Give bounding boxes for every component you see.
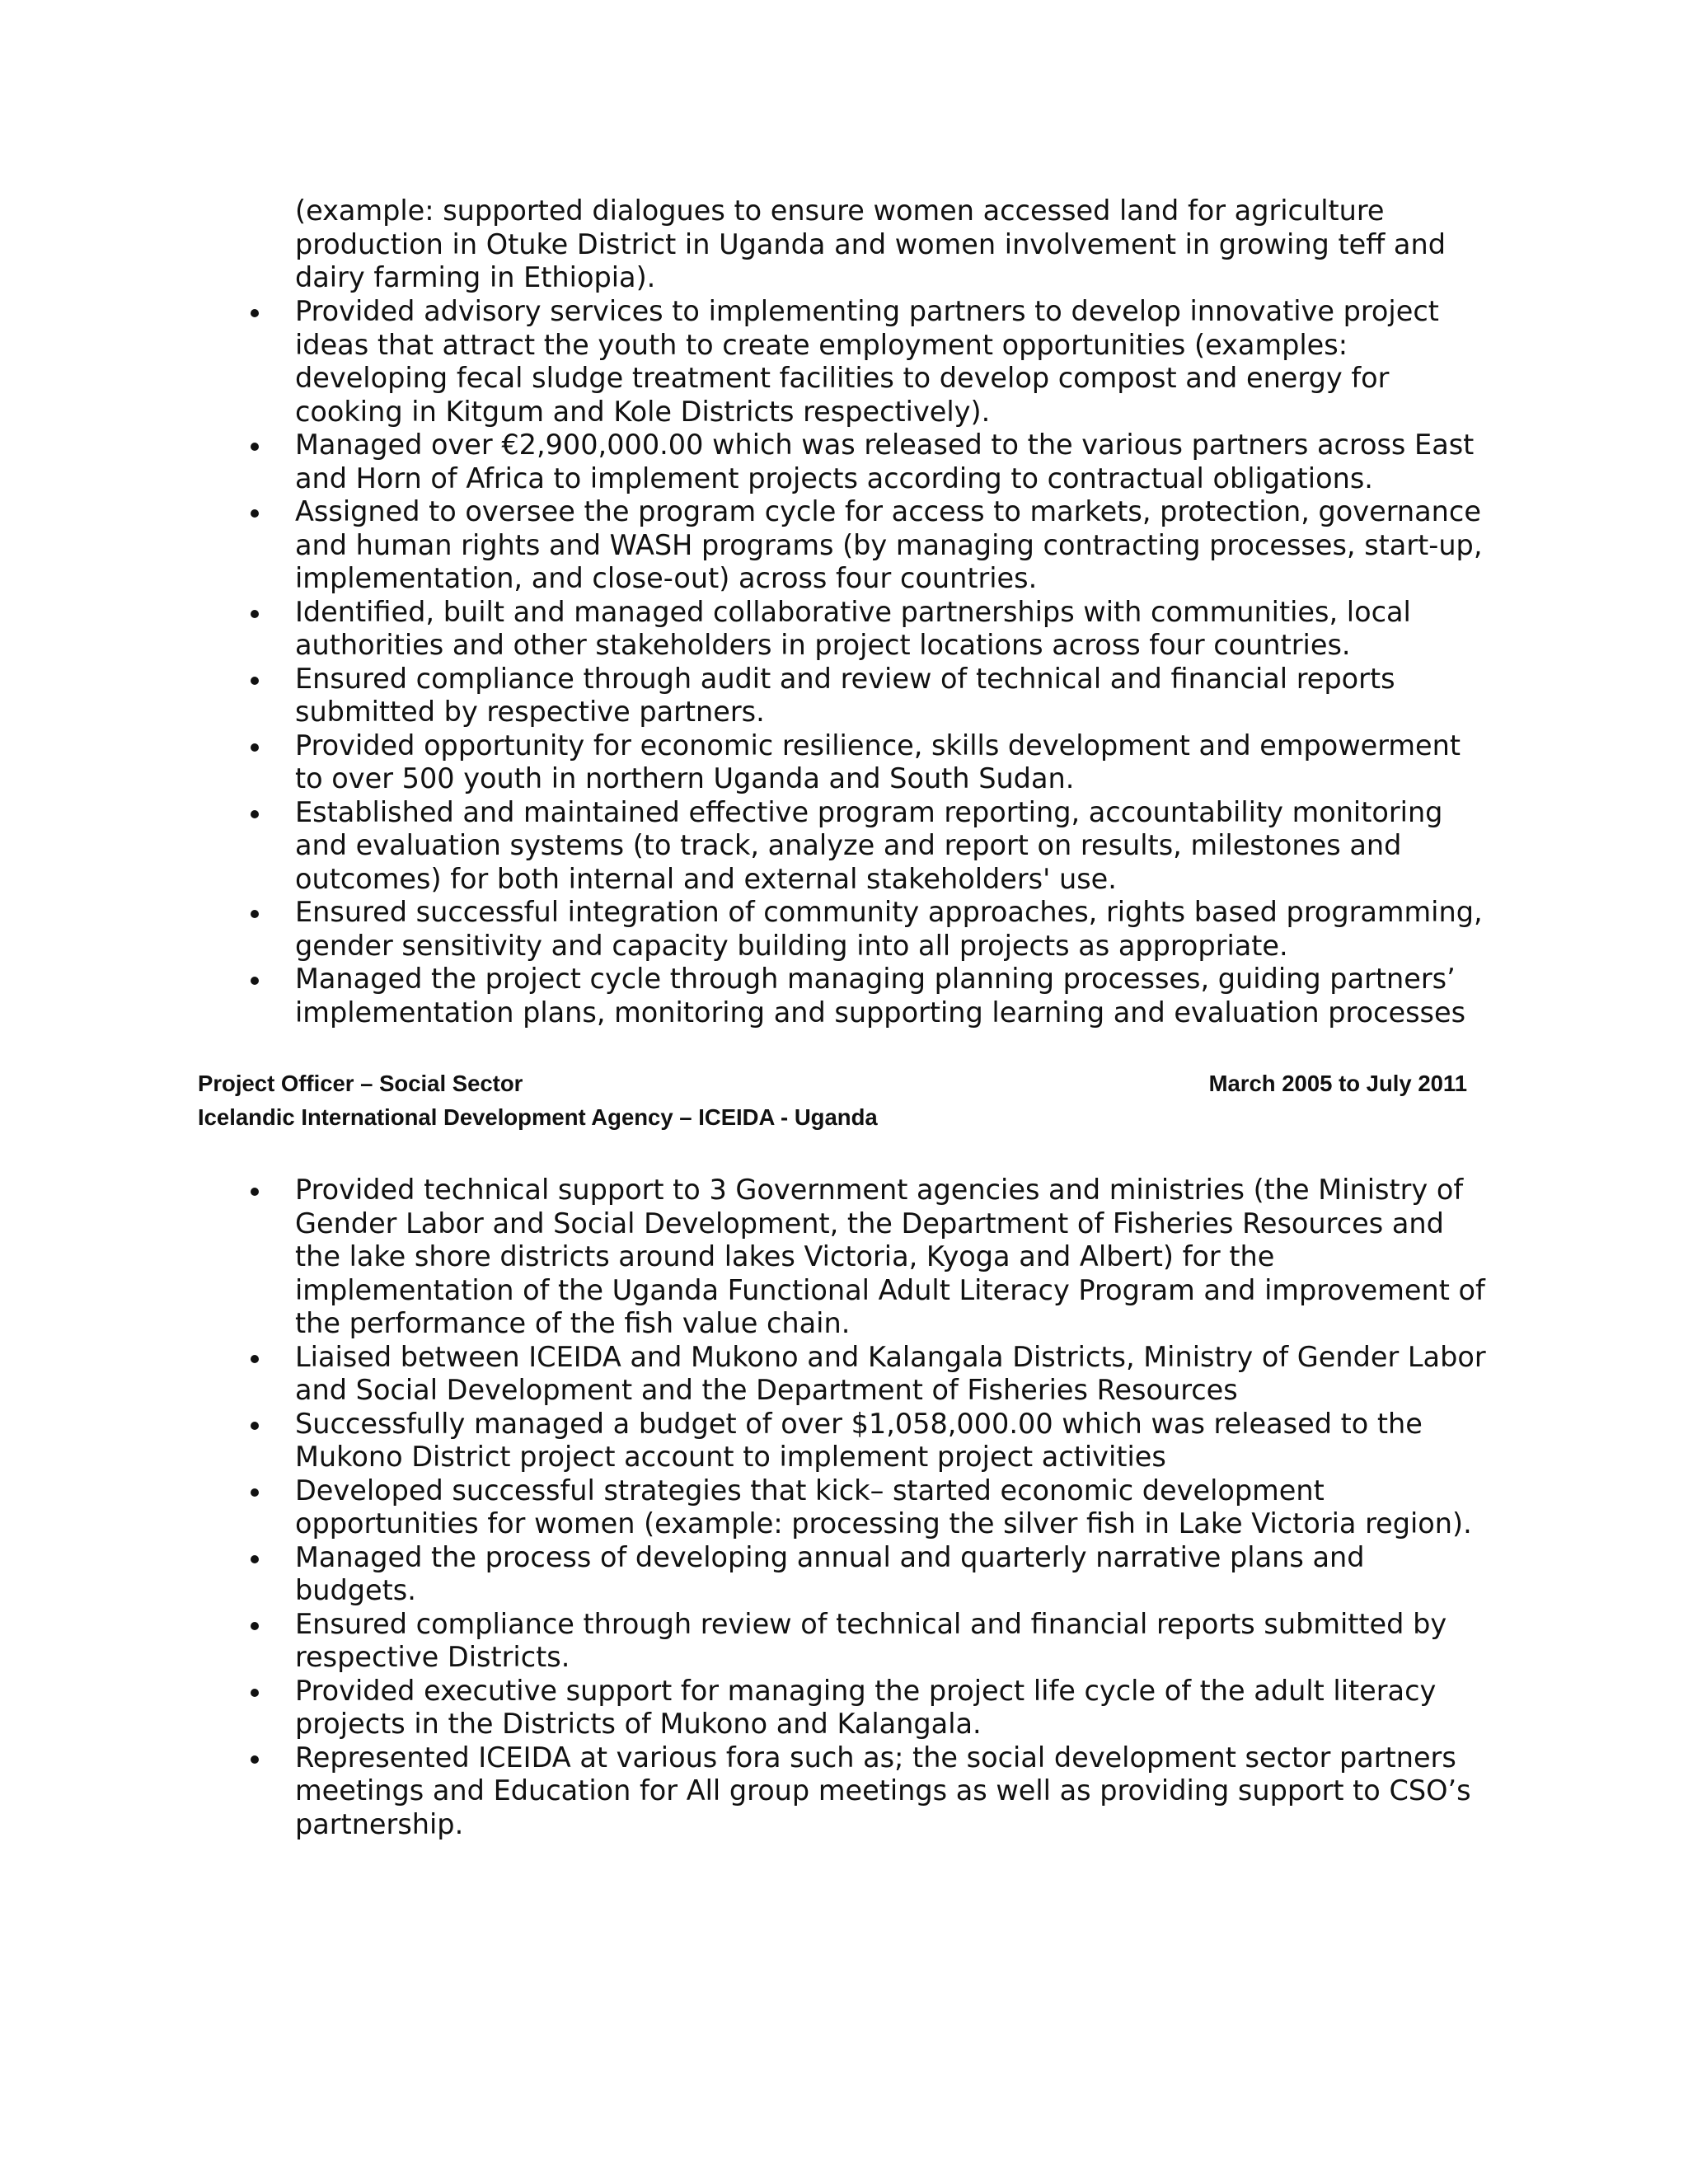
bullet-icon [251, 309, 259, 317]
list-item-text: Represented ICEIDA at various fora such as; the social development sector partners meetings and Education for All group meetings as well as providing support to CSO’s partnership. [295, 1741, 1471, 1840]
list-item [295, 1541, 1486, 1608]
bullet-icon [251, 1689, 259, 1697]
bullet-icon [251, 1555, 259, 1563]
list-item [295, 1608, 1486, 1675]
bullet-icon [251, 509, 259, 518]
list-item [295, 1174, 1486, 1341]
list-item-text: Identified, built and managed collaborative partnerships with communities, local authorities and other stakeholders in project locations across four countries. [295, 595, 1411, 661]
list-item [295, 295, 1486, 429]
list-item-text: Liaised between ICEIDA and Mukono and Kalangala Districts, Ministry of Gender Labor and Social Development and the Department of Fisheries Resources [295, 1340, 1486, 1406]
list-item-text: Managed the process of developing annual and quarterly narrative plans and budgets. [295, 1540, 1365, 1606]
list-item [295, 429, 1486, 495]
bullet-icon [251, 910, 259, 918]
list-item-text: Ensured successful integration of community approaches, rights based programming, gender sensitivity and capacity building into all projects as appropriate. [295, 896, 1483, 962]
list-item [295, 1741, 1486, 1842]
job-title: Project Officer – Social Sector [198, 1071, 523, 1096]
organization-name: Icelandic International Development Agency – ICEIDA - Uganda [198, 1104, 878, 1130]
organization-line [198, 1101, 1467, 1134]
list-item [295, 1474, 1486, 1541]
job-dates: March 2005 to July 2011 [1208, 1071, 1467, 1096]
list-item-text: Developed successful strategies that kick– started economic development opportunities for women (example: processing the silver fish in Lake Victoria region). [295, 1474, 1472, 1540]
bullet-icon [251, 977, 259, 985]
list-item-text: Successfully managed a budget of over $1,058,000.00 which was released to the Mukono District project account to implement project activities [295, 1407, 1423, 1473]
list-item [295, 963, 1486, 1029]
list-item [295, 495, 1486, 596]
list-item-text: Ensured compliance through review of technical and financial reports submitted by respective Districts. [295, 1607, 1447, 1673]
bullet-icon [251, 1488, 259, 1497]
continuation-paragraph: (example: supported dialogues to ensure women accessed land for agriculture production in Otuke District in Uganda and women involvement in growing teff and dairy farming in Ethiopia). [295, 194, 1446, 293]
list-item [295, 796, 1486, 897]
list-item-text: Provided technical support to 3 Government agencies and ministries (the Ministry of Gender Labor and Social Development, the Department of Fisheries Resources and the lake shore districts around lakes Victoria, Kyoga and Albert) for the implementation of the Uganda Functional Adult Literacy Program and improvement of the performance of the fish value chain. [295, 1174, 1485, 1339]
list-item [295, 596, 1486, 663]
list-item [295, 1675, 1486, 1741]
list-item-text: Ensured compliance through audit and review of technical and financial reports submitted by respective partners. [295, 662, 1395, 728]
bullet-icon [251, 443, 259, 451]
bullet-icon [251, 1355, 259, 1363]
responsibilities-list-1 [295, 295, 1486, 1029]
list-item-text: Provided advisory services to implementing partners to develop innovative project ideas that attract the youth to create employment opportunities (examples: developing fecal sludge treatment facilities to develop compost and energy for cooking in Kitgum and Kole Districts respectively). [295, 295, 1439, 428]
list-item [295, 729, 1486, 796]
bullet-icon [251, 1188, 259, 1196]
list-item [295, 663, 1486, 729]
list-item-text: Provided opportunity for economic resilience, skills development and empowerment to over 500 youth in northern Uganda and South Sudan. [295, 729, 1461, 794]
bullet-icon [251, 610, 259, 618]
list-item [295, 1408, 1486, 1474]
bullet-icon [251, 1422, 259, 1430]
list-item [295, 896, 1486, 963]
bullet-icon [251, 810, 259, 818]
job-header [198, 1067, 1467, 1100]
list-item-text: Managed the project cycle through managing planning processes, guiding partners’ implementation plans, monitoring and supporting learning and evaluation processes [295, 963, 1466, 1029]
bullet-icon [251, 677, 259, 685]
bullet-icon [251, 1755, 259, 1764]
list-item-text: Assigned to oversee the program cycle for access to markets, protection, governance and human rights and WASH programs (by managing contracting processes, start-up, implementation, and close-out) across four countries. [295, 495, 1483, 594]
bullet-icon [251, 1622, 259, 1630]
list-item [295, 1341, 1486, 1408]
list-item-text: Managed over €2,900,000.00 which was released to the various partners across East and Horn of Africa to implement projects according to contractual obligations. [295, 429, 1475, 494]
list-item-text: Established and maintained effective program reporting, accountability monitoring and evaluation systems (to track, analyze and report on results, milestones and outcomes) for both internal and external stakeholders' use. [295, 795, 1443, 895]
responsibilities-list-2 [295, 1174, 1486, 1841]
list-item-text: Provided executive support for managing the project life cycle of the adult literacy projects in the Districts of Mukono and Kalangala. [295, 1674, 1437, 1740]
bullet-icon [251, 743, 259, 752]
